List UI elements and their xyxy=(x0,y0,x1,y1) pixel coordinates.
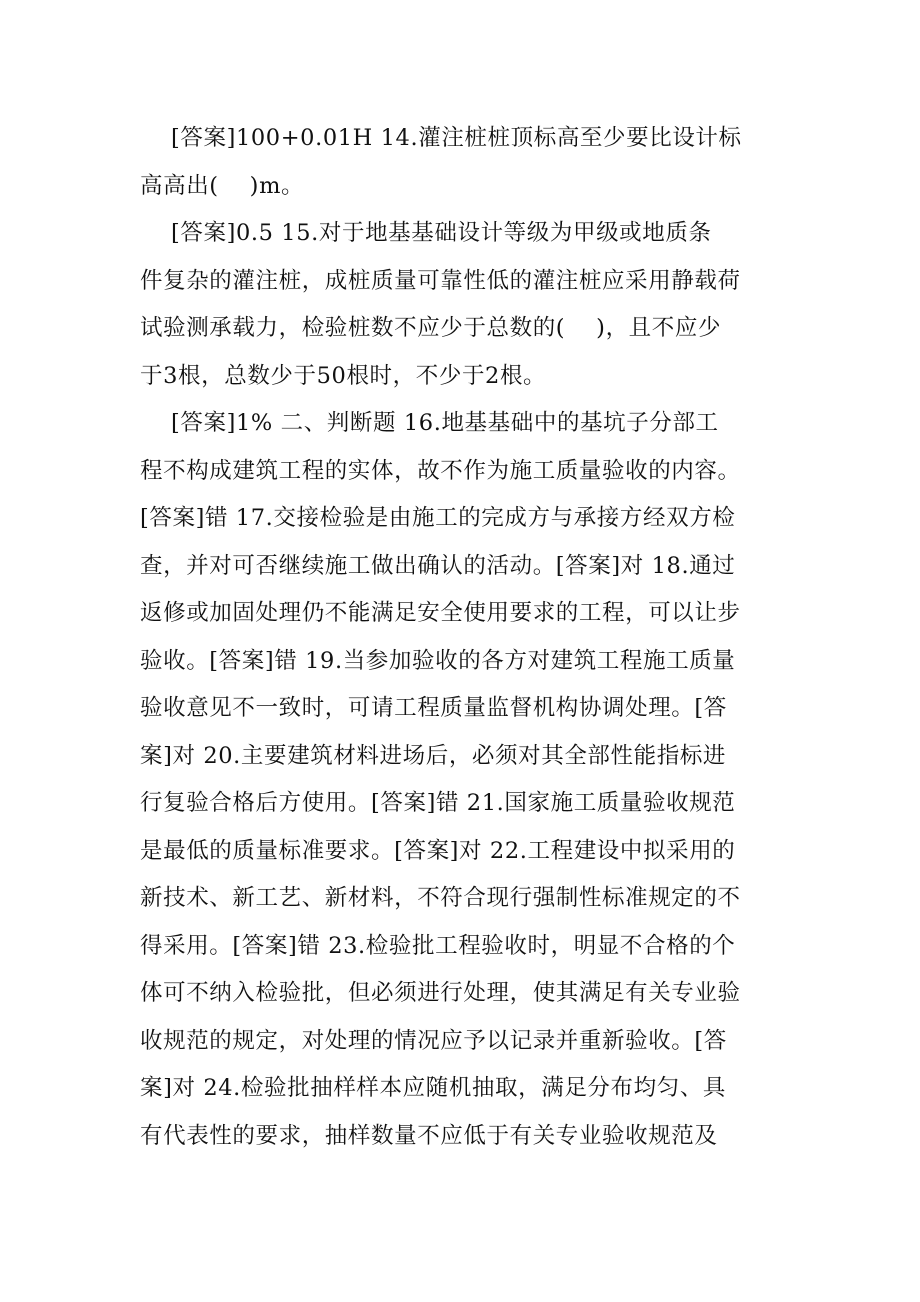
text-line: [答案]0.5 15.对于地基基础设计等级为甲级或地质条 xyxy=(140,220,712,246)
document-body xyxy=(140,118,790,1163)
text-line: 有代表性的要求，抽样数量不应低于有关专业验收规范及 xyxy=(140,1122,718,1149)
text-line: 体可不纳入检验批，但必须进行处理，使其满足有关专业验 xyxy=(140,980,741,1006)
text-line: 行复验合格后方使用。[答案]错 21.国家施工质量验收规范 xyxy=(140,790,736,816)
text-line: 收规范的规定，对处理的情况应予以记录并重新验收。[答 xyxy=(140,1027,727,1054)
text-line: 新技术、新工艺、新材料，不符合现行强制性标准规定的不 xyxy=(140,885,741,911)
text-line: 案]对 24.检验批抽样样本应随机抽取，满足分布均匀、具 xyxy=(140,1075,727,1101)
text-line: 试验测承载力，检验桩数不应少于总数的( )，且不应少 xyxy=(140,315,722,341)
text-line: 得采用。[答案]错 23.检验批工程验收时，明显不合格的个 xyxy=(140,932,736,959)
text-line: 高高出( )m。 xyxy=(140,172,305,199)
text-line: [答案]错 17.交接检验是由施工的完成方与承接方经双方检 xyxy=(140,505,736,531)
text-line: 验收意见不一致时，可请工程质量监督机构协调处理。[答 xyxy=(140,695,727,721)
text-line: 是最低的质量标准要求。[答案]对 22.工程建设中拟采用的 xyxy=(140,837,736,864)
text-line: 案]对 20.主要建筑材料进场后，必须对其全部性能指标进 xyxy=(140,742,727,769)
text-line: 件复杂的灌注桩，成桩质量可靠性低的灌注桩应采用静载荷 xyxy=(140,267,741,294)
text-line: [答案]1% 二、判断题 16.地基基础中的基坑子分部工 xyxy=(140,410,719,436)
text-line: 程不构成建筑工程的实体，故不作为施工质量验收的内容。 xyxy=(140,457,741,484)
text-line: 返修或加固处理仍不能满足安全使用要求的工程，可以让步 xyxy=(140,600,741,626)
text-line: 于3根，总数少于50根时，不少于2根。 xyxy=(140,362,547,389)
text-line: 验收。[答案]错 19.当参加验收的各方对建筑工程施工质量 xyxy=(140,647,736,674)
text-line: [答案]100+0.01H 14.灌注桩桩顶标高至少要比设计标 xyxy=(140,125,742,151)
text-line: 查，并对可否继续施工做出确认的活动。[答案]对 18.通过 xyxy=(140,552,736,579)
